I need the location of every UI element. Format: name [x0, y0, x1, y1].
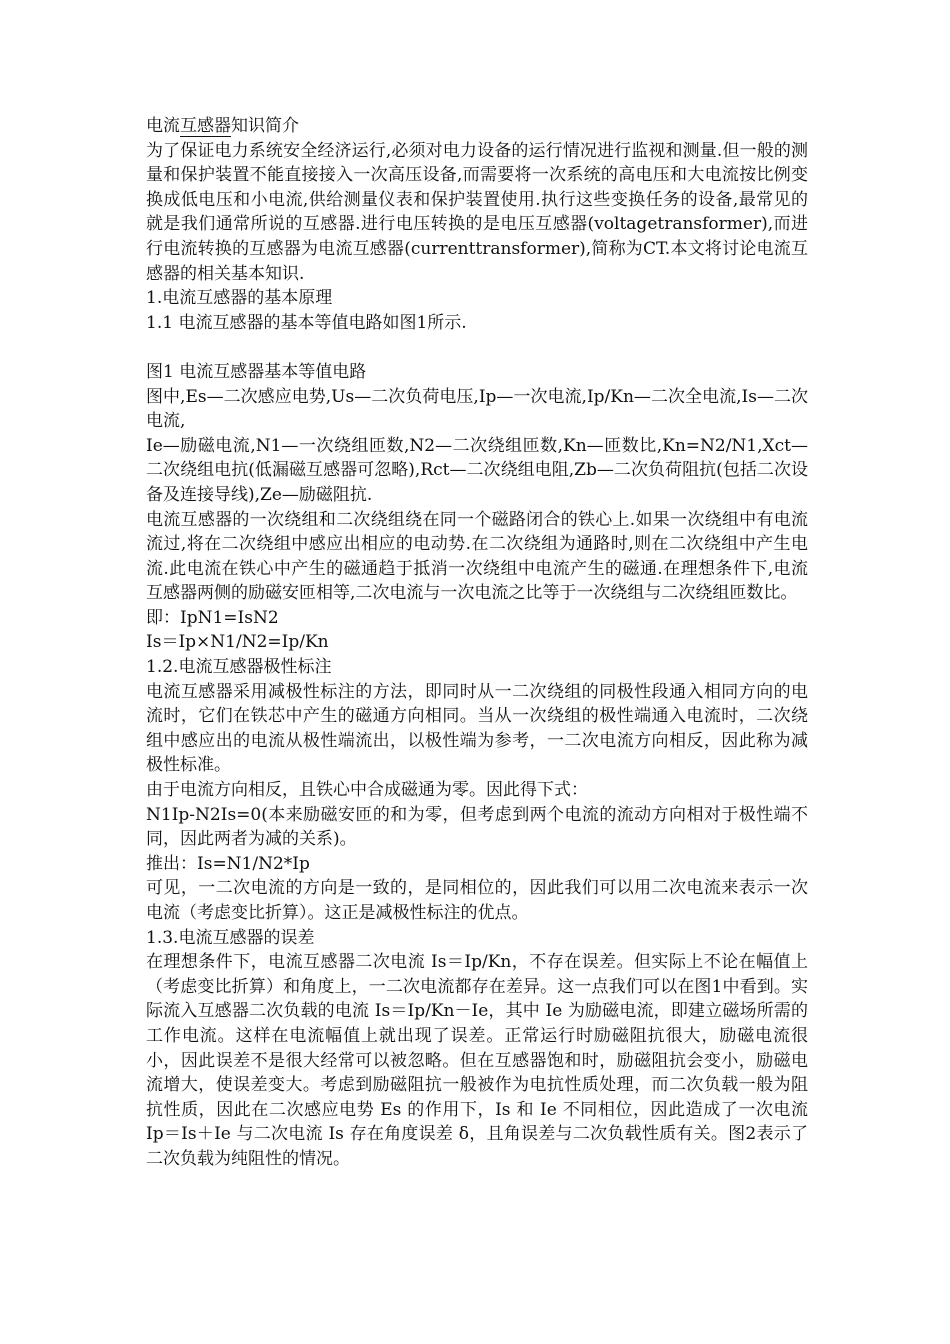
polarity-conclusion: 可见，一二次电流的方向是一致的，是同相位的，因此我们可以用二次电流来表示一次电流（考虑变比折算）。这正是减极性标注的优点。 — [146, 878, 808, 923]
error-paragraph: 在理想条件下，电流互感器二次电流 Is＝Ip/Kn，不存在误差。但实际上不论在幅值上（考虑变比折算）和角度上，一二次电流都存在差异。这一点我们可以在图1中看到。实际流入互感器二次负载的电流 Is＝Ip/Kn－Ie，其中 Ie 为励磁电流，即建立磁场所需的工作电流。这样在电流幅值上就出现了误差。正常运行时励磁阻抗很大，励磁电流很小，因此误差不是很大经常可以被忽略。但在互感器饱和时，励磁阻抗会变小，励磁电流增大，使误差变大。考虑到励磁阻抗一般被作为电抗性质处理，而二次负载一般为阻抗性质，因此在二次感应电势 Es 的作用下，Is 和 Ie 不同相位，因此造成了一次电流 Ip＝Is＋Ie 与二次电流 Is 存在角度误差 δ，且角误差与二次负载性质有关。图2表示了二次负载为纯阻性的情况。 — [146, 952, 808, 1169]
equation-4: 推出：Is=N1/N2*Ip — [146, 853, 310, 874]
legend-paragraph-1: 图中,Es—二次感应电势,Us—二次负荷电压,Ip—一次电流,Ip/Kn—二次全电流,Is—二次电流, — [146, 386, 808, 432]
section-heading-1-2: 1.2.电流互感器极性标注 — [146, 657, 332, 678]
intro-paragraph: 为了保证电力系统安全经济运行,必须对电力设备的运行情况进行监视和测量.但一般的测量和保护装置不能直接接入一次高压设备,而需要将一次系统的高电压和大电流按比例变换成低电压和小电流,供给测量仪表和保护装置使用.执行这些变换任务的设备,最常见的就是我们通常所说的互感器.进行电压转换的是电压互感器(voltagetransformer),而进行电流转换的互感器为电流互感器(currenttransformer),简称为CT.本文将讨论电流互感器的相关基本知识. — [146, 140, 808, 284]
equation-3: N1Ip-N2Is=0(本来励磁安匝的和为零，但考虑到两个电流的流动方向相对于极性端不同，因此两者为减的关系)。 — [146, 804, 808, 850]
document-body — [146, 114, 808, 1172]
section-heading-1: 1.电流互感器的基本原理 — [146, 288, 333, 309]
section-heading-1-3: 1.3.电流互感器的误差 — [146, 927, 315, 948]
figure-1-caption: 图1 电流互感器基本等值电路 — [146, 361, 367, 382]
subsection-1-1: 1.1 电流互感器的基本等值电路如图1所示. — [146, 312, 467, 333]
polarity-paragraph: 电流互感器采用减极性标注的方法，即同时从一二次绕组的同极性段通入相同方向的电流时，它们在铁芯中产生的磁通方向相同。当从一次绕组的极性端通入电流时，二次绕组中感应出的电流从极性端流出，以极性端为参考，一二次电流方向相反，因此称为减极性标准。 — [146, 681, 808, 776]
title-underlined-term: 互感器 — [180, 116, 231, 136]
equation-1: 即：IpN1=IsN2 — [146, 607, 279, 628]
document-title: 电流互感器知识简介 — [146, 116, 299, 136]
figure-placeholder — [146, 335, 808, 360]
principle-paragraph: 电流互感器的一次绕组和二次绕组绕在同一个磁路闭合的铁心上.如果一次绕组中有电流流过,将在二次绕组中感应出相应的电动势.在二次绕组为通路时,则在二次绕组中产生电流.此电流在铁心中产生的磁通趋于抵消一次绕组中电流产生的磁通.在理想条件下,电流互感器两侧的励磁安匝相等,二次电流与一次电流之比等于一次绕组与二次绕组匝数比。 — [146, 509, 808, 604]
legend-paragraph-2: Ie—励磁电流,N1—一次绕组匝数,N2—二次绕组匝数,Kn—匝数比,Kn=N2/N1,Xct—二次绕组电抗(低漏磁互感器可忽略),Rct—二次绕组电阻,Zb—二次负荷阻抗(包括二次设备及连接导线),Ze—励磁阻抗. — [146, 435, 808, 505]
equation-2: Is＝Ip×N1/N2=Ip/Kn — [146, 632, 329, 653]
polarity-note: 由于电流方向相反，且铁心中合成磁通为零。因此得下式： — [146, 780, 588, 801]
